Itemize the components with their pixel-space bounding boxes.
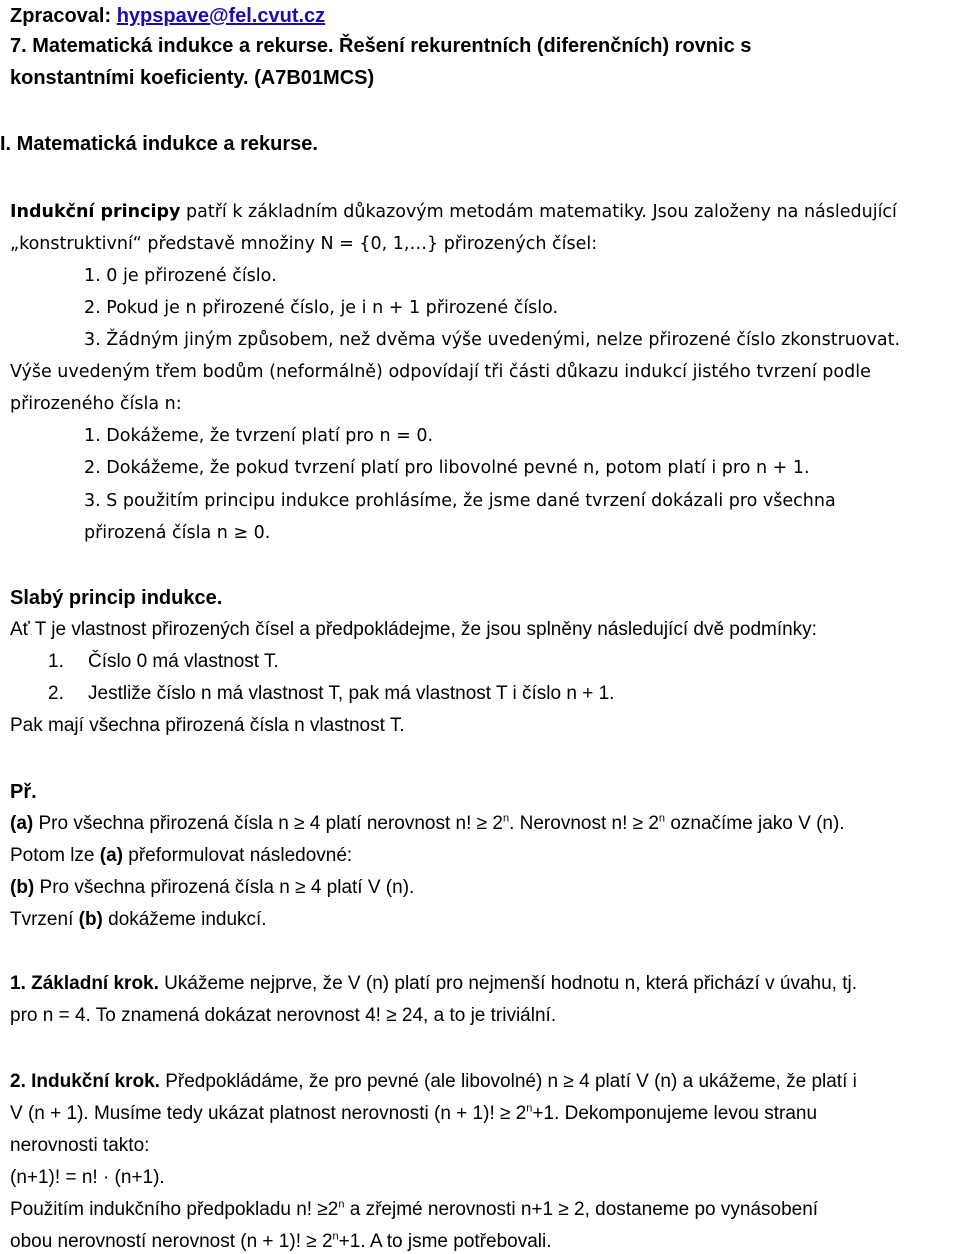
- example-a-sup-1: n: [502, 812, 510, 825]
- reformulation-text-1: Potom lze: [10, 845, 100, 866]
- example-b-label: (b): [10, 877, 35, 898]
- inductive-sup-2: n: [526, 1102, 533, 1115]
- proof-step-2: 2. Dokážeme, že pokud tvrzení platí pro libovolné pevné n, potom platí i pro n + 1.: [84, 458, 810, 478]
- weak-conclusion: Pak mají všechna přirozená čísla n vlastnost T.: [10, 715, 405, 736]
- inductive-step-line-4: (n+1)! = n! · (n+1).: [10, 1167, 165, 1188]
- reformulation-bold: (a): [99, 845, 123, 866]
- inductive-sup-6: n: [332, 1230, 339, 1243]
- claim-text-1: Tvrzení: [10, 909, 79, 930]
- example-label: Př.: [10, 781, 37, 803]
- author-line: [10, 4, 325, 28]
- claim-line: [10, 908, 267, 932]
- inductive-step-text: Předpokládáme, že pro pevné (ale libovolné) n ≥ 4 platí V (n) a ukážeme, že platí i: [159, 1071, 857, 1092]
- inductive-step-line-1: [10, 1070, 857, 1094]
- base-step-line-2: pro n = 4. To znamená dokázat nerovnost 4! ≥ 24, a to je triviální.: [10, 1005, 557, 1026]
- inductive-text-2a: V (n + 1). Musíme tedy ukázat platnost nerovnosti (n + 1)! ≥ 2: [10, 1103, 527, 1124]
- proof-step-3: 3. S použitím principu indukce prohlásíme, že jsme dané tvrzení dokázali pro všechna: [84, 491, 836, 511]
- example-b-line: [10, 876, 414, 900]
- inductive-text-2b: +1. Dekomponujeme levou stranu: [532, 1103, 818, 1124]
- inductive-text-5a: Použitím indukčního předpokladu n! ≥2: [10, 1199, 339, 1220]
- condition-number: 2.: [48, 683, 64, 704]
- base-step-line-1: [10, 972, 857, 996]
- inductive-text-6b: +1. A to jsme potřebovali.: [338, 1231, 552, 1252]
- inductive-step-line-5: [10, 1198, 818, 1222]
- document-title-line-2: konstantními koeficienty. (A7B01MCS): [10, 67, 375, 89]
- point-1: 1. 0 je přirozené číslo.: [84, 266, 277, 286]
- inductive-sup-5: n: [338, 1198, 345, 1211]
- example-a-line: [10, 812, 845, 836]
- inductive-text-6a: obou nerovností nerovnost (n + 1)! ≥ 2: [10, 1231, 333, 1252]
- example-b-text: Pro všechna přirozená čísla n ≥ 4 platí V (n).: [34, 877, 415, 898]
- reformulation-line: [10, 844, 352, 868]
- inductive-text-5b: a zřejmé nerovnosti n+1 ≥ 2, dostaneme po vynásobení: [344, 1199, 819, 1220]
- intro-line-2: „konstruktivní“ představě množiny N = {0, 1,…} přirozených čísel:: [10, 234, 598, 254]
- example-a-text-2: . Nerovnost n! ≥ 2: [509, 813, 659, 834]
- intro-rest: patří k základním důkazovým metodám matematiky. Jsou založeny na následující: [180, 202, 897, 222]
- example-a-sup-2: n: [658, 812, 666, 825]
- example-a-text-3: označíme jako V (n).: [665, 813, 845, 834]
- document-title-line-1: 7. Matematická indukce a rekurse. Řešení rekurentních (diferenčních) rovnic s: [10, 35, 752, 57]
- reformulation-text-2: přeformulovat následovné:: [123, 845, 353, 866]
- base-step-text: Ukážeme nejprve, že V (n) platí pro nejmenší hodnotu n, která přichází v úvahu, tj.: [158, 973, 857, 994]
- inductive-step-line-6: [10, 1230, 552, 1254]
- point-3: 3. Žádným jiným způsobem, než dvěma výše uvedenými, nelze přirozené číslo zkonstruovat.: [84, 330, 901, 350]
- condition-text: Číslo 0 má vlastnost T.: [88, 651, 279, 672]
- proof-step-1: 1. Dokážeme, že tvrzení platí pro n = 0.: [84, 426, 434, 446]
- weak-induction-line-1: Ať T je vlastnost přirozených čísel a předpokládejme, že jsou splněny následující dvě podmínky:: [10, 619, 817, 640]
- claim-bold: (b): [78, 909, 103, 930]
- inductive-step-label: 2. Indukční krok.: [10, 1071, 160, 1092]
- point-2: 2. Pokud je n přirozené číslo, je i n + 1 přirozené číslo.: [84, 298, 559, 318]
- condition-number: 1.: [48, 651, 64, 672]
- weak-induction-heading: Slabý princip indukce.: [10, 587, 223, 609]
- intro-line-1: [10, 200, 897, 224]
- correspondence-line-1: Výše uvedeným třem bodům (neformálně) odpovídají tři části důkazu indukcí jistého tvrzení podle: [10, 362, 871, 382]
- example-a-text-1: Pro všechna přirozená čísla n ≥ 4 platí nerovnost n! ≥ 2: [33, 813, 503, 834]
- author-label: Zpracoval:: [10, 5, 117, 27]
- example-a-label: (a): [10, 813, 34, 834]
- correspondence-line-2: přirozeného čísla n:: [10, 394, 182, 414]
- weak-condition-2: [48, 682, 615, 706]
- inductive-step-line-3: nerovnosti takto:: [10, 1135, 150, 1156]
- condition-text: Jestliže číslo n má vlastnost T, pak má vlastnost T i číslo n + 1.: [88, 683, 615, 704]
- inductive-step-line-2: [10, 1102, 817, 1126]
- claim-text-2: dokážeme indukcí.: [102, 909, 267, 930]
- section-heading: I. Matematická indukce a rekurse.: [0, 133, 318, 155]
- intro-bold: Indukční principy: [10, 202, 181, 222]
- base-step-label: 1. Základní krok.: [10, 973, 159, 994]
- author-email-link[interactable]: hypspave@fel.cvut.cz: [116, 5, 326, 27]
- weak-condition-1: [48, 650, 279, 674]
- proof-step-3-cont: přirozená čísla n ≥ 0.: [84, 523, 271, 543]
